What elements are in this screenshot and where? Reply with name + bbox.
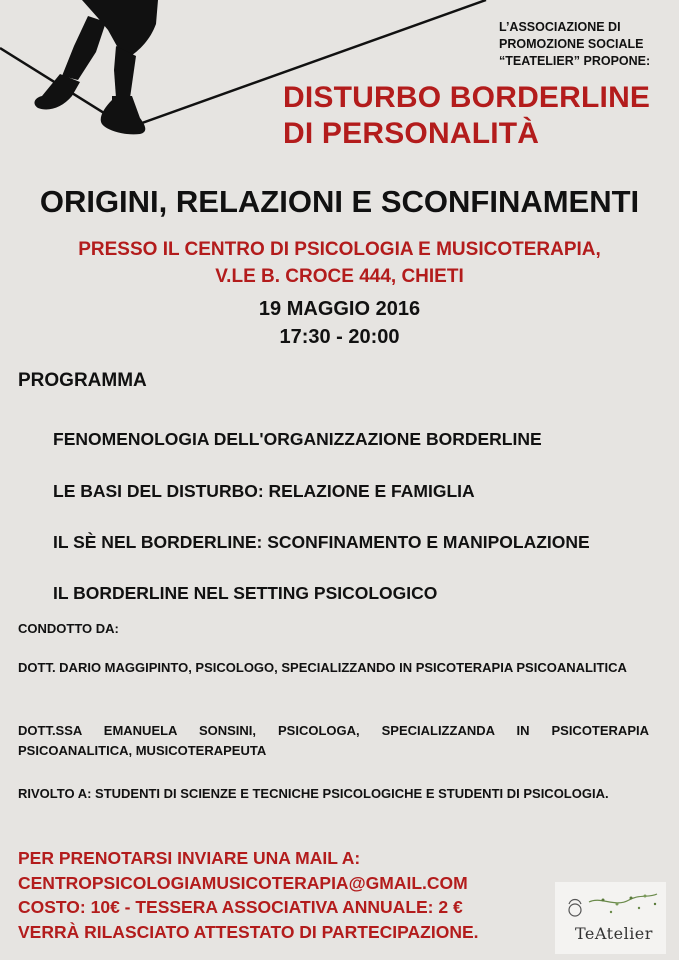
- event-subtitle: ORIGINI, RELAZIONI E SCONFINAMENTI: [39, 184, 640, 219]
- speaker-1: DOTT. DARIO MAGGIPINTO, PSICOLOGO, SPECIALIZZANDO IN PSICOTERAPIA PSICOANALITICA: [18, 660, 627, 675]
- walker-legs: [35, 0, 158, 134]
- booking-info: [18, 846, 538, 944]
- teatelier-logo: [555, 882, 666, 954]
- venue-line2: V.LE B. CROCE 444, CHIETI: [215, 266, 464, 287]
- program-heading: PROGRAMMA: [18, 370, 147, 391]
- program-item: FENOMENOLOGIA DELL'ORGANIZZAZIONE BORDERLINE: [53, 429, 542, 449]
- booking-cost: COSTO: 10€ - TESSERA ASSOCIATIVA ANNUALE: 2 €: [18, 897, 463, 917]
- venue-line1: PRESSO IL CENTRO DI PSICOLOGIA E MUSICOTERAPIA,: [78, 239, 601, 260]
- booking-certificate: VERRÀ RILASCIATO ATTESTATO DI PARTECIPAZIONE.: [18, 921, 479, 942]
- logo-text: TeAtelier: [575, 924, 653, 943]
- speakers-heading: CONDOTTO DA:: [18, 621, 119, 636]
- speaker-2: DOTT.SSA EMANUELA SONSINI, PSICOLOGA, SPECIALIZZANDA IN PSICOTERAPIA PSICOANALITICA, MUSICOTERAPEUTA: [18, 723, 649, 758]
- event-date: 19 MAGGIO 2016: [258, 298, 421, 320]
- event-title-line2: DI PERSONALITÀ: [283, 117, 540, 150]
- event-title-line1: DISTURBO BORDERLINE: [283, 81, 651, 114]
- venue-info: [0, 236, 679, 290]
- program-item: LE BASI DEL DISTURBO: RELAZIONE E FAMIGLIA: [53, 481, 475, 501]
- program-item: IL BORDERLINE NEL SETTING PSICOLOGICO: [53, 583, 438, 603]
- event-time: 17:30 - 20:00: [279, 326, 400, 348]
- target-audience: RIVOLTO A: STUDENTI DI SCIENZE E TECNICHE PSICOLOGICHE E STUDENTI DI PSICOLOGIA.: [18, 786, 609, 801]
- logo-figure-icon: [555, 882, 666, 927]
- program-item: IL SÈ NEL BORDERLINE: SCONFINAMENTO E MANIPOLAZIONE: [53, 532, 590, 552]
- booking-instructions: PER PRENOTARSI INVIARE UNA MAIL A:: [18, 848, 361, 868]
- association-intro: L’ASSOCIAZIONE DI PROMOZIONE SOCIALE “TEATELIER” PROPONE:: [499, 20, 651, 68]
- event-title: [283, 80, 650, 152]
- booking-email[interactable]: CENTROPSICOLOGIAMUSICOTERAPIA@GMAIL.COM: [18, 872, 468, 893]
